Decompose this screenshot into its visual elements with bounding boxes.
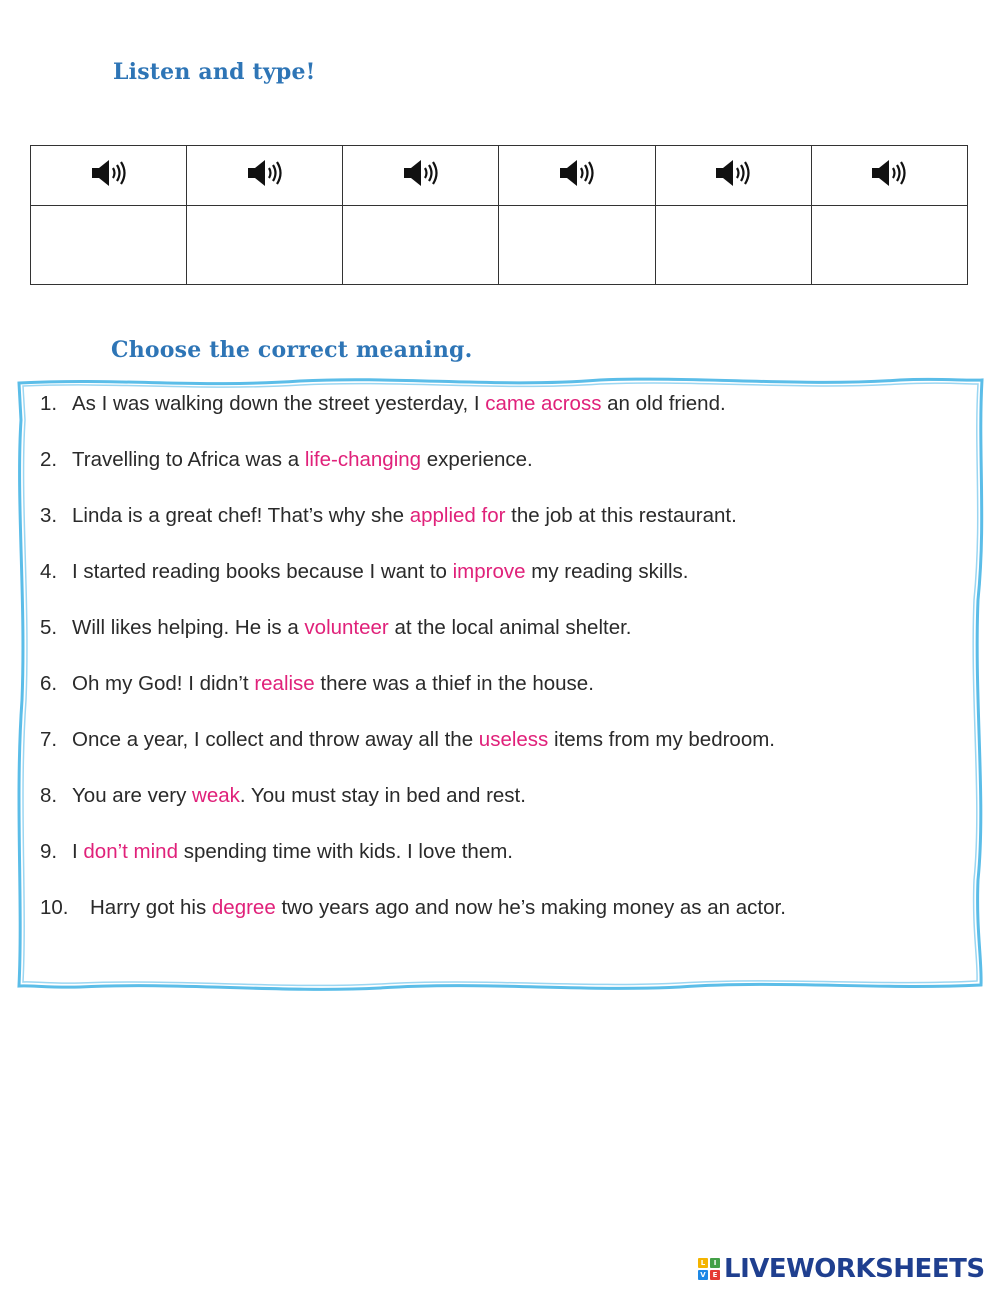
list-item: 8. You are very weak. You must stay in bed and rest. (40, 784, 526, 807)
answer-cell (343, 206, 499, 285)
answer-input-3[interactable] (343, 206, 498, 284)
highlighted-term[interactable]: degree (211, 896, 276, 919)
listen-type-table (30, 145, 968, 285)
list-item: 6. Oh my God! I didn’t realise there was a thief in the house. (40, 672, 594, 695)
speaker-cell (811, 146, 967, 206)
list-item: 9. I don’t mind spending time with kids. I love them. (40, 840, 513, 863)
highlighted-term[interactable]: applied for (409, 504, 506, 527)
liveworksheets-logo (698, 1253, 985, 1285)
sentence-list (40, 388, 970, 948)
list-item: 7. Once a year, I collect and throw away all the useless items from my bedroom. (40, 728, 776, 751)
speaker-cell (187, 146, 343, 206)
speaker-icon[interactable] (246, 158, 284, 188)
answer-input-5[interactable] (656, 206, 811, 284)
section-title-meaning: Choose the correct meaning. (111, 337, 473, 363)
highlighted-term[interactable]: improve (452, 560, 526, 583)
answer-cell (187, 206, 343, 285)
answer-cell (499, 206, 655, 285)
speaker-cell (343, 146, 499, 206)
answer-cell (811, 206, 967, 285)
section-title-listen: Listen and type! (113, 59, 316, 85)
answer-cell (655, 206, 811, 285)
answer-cell (31, 206, 187, 285)
list-item: 1. As I was walking down the street yesterday, I came across an old friend. (40, 392, 726, 415)
list-item: 10. Harry got his degree two years ago and now he’s making money as an actor. (40, 896, 786, 919)
answer-input-4[interactable] (499, 206, 654, 284)
highlighted-term[interactable]: don’t mind (83, 840, 178, 863)
answer-input-2[interactable] (187, 206, 342, 284)
highlighted-term[interactable]: weak (192, 784, 240, 807)
list-item: 4. I started reading books because I want to improve my reading skills. (40, 560, 689, 583)
speaker-cell (31, 146, 187, 206)
highlighted-term[interactable]: volunteer (304, 616, 389, 639)
logo-mark-icon: L I V E (698, 1258, 720, 1280)
highlighted-term[interactable]: life-changing (304, 448, 422, 471)
highlighted-term[interactable]: came across (485, 392, 602, 415)
answer-input-1[interactable] (31, 206, 186, 284)
highlighted-term[interactable]: realise (254, 672, 315, 695)
highlighted-term[interactable]: useless (478, 728, 549, 751)
list-item: 3. Linda is a great chef! That’s why she applied for the job at this restaurant. (40, 504, 737, 527)
speaker-icon[interactable] (714, 158, 752, 188)
speaker-icon[interactable] (558, 158, 596, 188)
speaker-icon[interactable] (402, 158, 440, 188)
speaker-icon[interactable] (90, 158, 128, 188)
speaker-icon[interactable] (870, 158, 908, 188)
logo-text: LIVEWORKSHEETS (724, 1254, 985, 1284)
list-item: 5. Will likes helping. He is a volunteer at the local animal shelter. (40, 616, 632, 639)
speaker-cell (655, 146, 811, 206)
speaker-cell (499, 146, 655, 206)
list-item: 2. Travelling to Africa was a life-changing experience. (40, 448, 533, 471)
answer-input-6[interactable] (812, 206, 967, 284)
